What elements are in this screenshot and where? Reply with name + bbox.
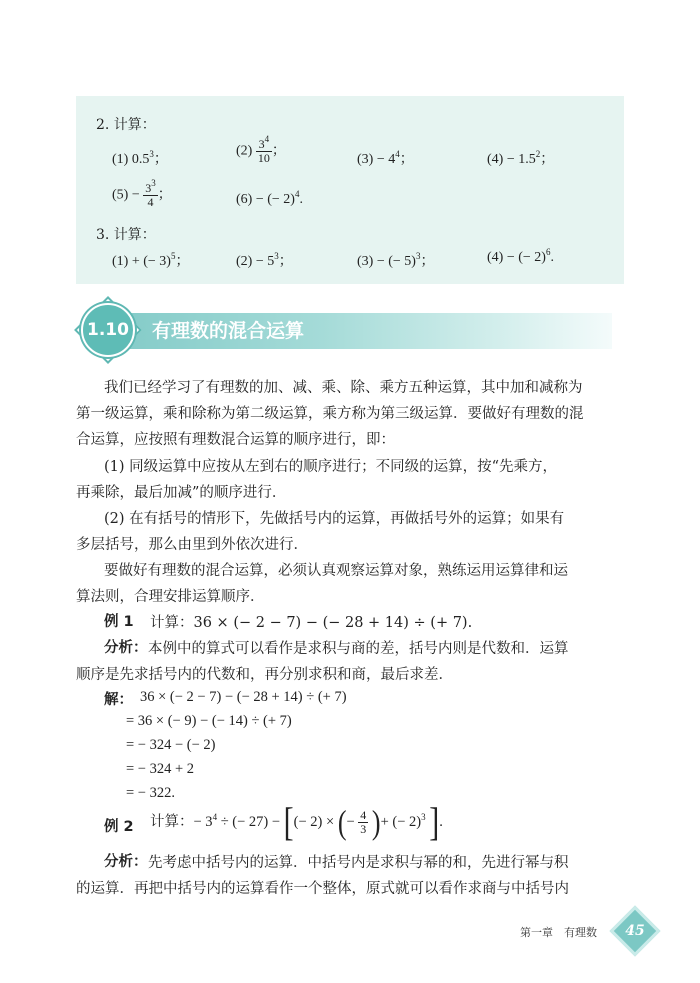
- example-2-prompt: 计算：− $3^4$ ÷ (− 27) − [(− 2) × (− $\frac{4}{3}$ )+ (− 2)$^3$ ].: [150, 799, 443, 845]
- exercise-2-label: 2. 计算：: [96, 117, 156, 133]
- body-line: 多层括号，那么由里到外依次进行．: [76, 537, 308, 553]
- body-line: 要做好有理数的混合运算，必须认真观察运算对象，熟练运用运算律和运: [104, 563, 568, 579]
- exercise-3-item-4: (4) − (− 2)$^6$.: [487, 247, 554, 265]
- solution-step: = − 324 − (− 2): [126, 737, 216, 753]
- exercise-2-item-1: (1) $0.5^3$；: [112, 149, 168, 167]
- body-line: 合运算，应按照有理数混合运算的顺序进行，即：: [76, 432, 395, 448]
- example-2-label: 例 2: [104, 819, 134, 835]
- exercise-3-item-2: $(2) - 5^3$；: [236, 251, 293, 269]
- chapter-footer: 第一章 有理数: [520, 926, 597, 939]
- exercise-2-item-2: (2) $\frac{3^4}{10}$ ；: [236, 134, 286, 165]
- fraction: $\frac{3^4}{10}$: [257, 134, 270, 165]
- solution-step: 36 × (− 2 − 7) − (− 28 + 14) ÷ (+ 7): [140, 689, 347, 705]
- example-2-analysis-label: 分析：: [104, 854, 148, 870]
- example-1-label: 例 1: [104, 614, 134, 630]
- exercise-2-item-4: $(4) - 1.5^2$；: [487, 149, 555, 167]
- exercise-2-item-3: $(3) - 4^4$；: [357, 149, 414, 167]
- body-line: 我们已经学习了有理数的加、减、乘、除、乘方五种运算，其中加和减称为: [104, 380, 583, 396]
- example-1-analysis-line: 顺序是先求括号内的代数和，再分别求积和商，最后求差．: [76, 667, 453, 683]
- solution-step: = − 324 + 2: [126, 761, 195, 777]
- example-2-analysis-line: 先考虑中括号内的运算．中括号内是求积与幂的和，先进行幂与积: [148, 855, 569, 871]
- exercise-3-item-1: (1) + (− 3)$^5$；: [112, 251, 190, 269]
- solution-step: = 36 × (− 9) − (− 14) ÷ (+ 7): [126, 713, 292, 729]
- fraction: $\frac{3^3}{4}$: [145, 178, 156, 209]
- example-2-analysis-line: 的运算．再把中括号内的运算看作一个整体，原式就可以看作求商与中括号内: [76, 881, 569, 897]
- section-title: 有理数的混合运算: [152, 320, 305, 342]
- body-line: (2) 在有括号的情形下，先做括号内的运算，再做括号外的运算；如果有: [104, 511, 565, 527]
- section-number: 1.10: [87, 320, 129, 340]
- example-1-solution-label: 解：: [104, 692, 133, 708]
- body-line: (1) 同级运算中应按从左到右的顺序进行；不同级的运算，按“先乘方，: [104, 459, 558, 475]
- body-line: 第一级运算，乘和除称为第二级运算，乘方称为第三级运算．要做好有理数的混: [76, 406, 584, 422]
- exercise-2-item-5: (5) − $\frac{3^3}{4}$ ；: [112, 178, 172, 209]
- exercise-3-label: 3. 计算：: [96, 227, 156, 243]
- example-1-analysis-line: 本例中的算式可以看作是求积与商的差，括号内则是代数和．运算: [148, 641, 569, 657]
- exercise-3-item-3: (3) − (− 5)$^3$；: [357, 251, 435, 269]
- exercise-2-item-6: (6) − (− 2)$^4$.: [236, 189, 303, 207]
- body-line: 算法则，合理安排运算顺序．: [76, 589, 265, 605]
- solution-step: = − 322.: [126, 785, 175, 801]
- page-number: 45: [625, 923, 645, 939]
- body-line: 再乘除，最后加减”的顺序进行．: [76, 485, 287, 501]
- fraction: $\frac{4}{3}$: [360, 808, 367, 837]
- example-1-prompt: 计算：36 × (− 2 − 7) − (− 28 + 14) ÷ (+ 7).: [150, 615, 473, 631]
- example-1-analysis-label: 分析：: [104, 640, 148, 656]
